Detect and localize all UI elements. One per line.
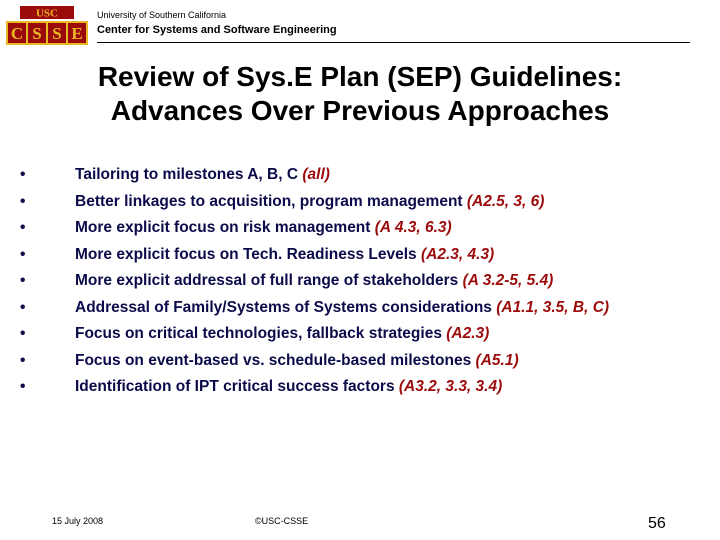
bullet-item bbox=[20, 323, 700, 346]
logo-letter-1: C bbox=[10, 24, 24, 43]
slide-title bbox=[0, 60, 720, 128]
bullet-reference: (A2.3, 4.3) bbox=[421, 245, 495, 263]
bullet-icon: • bbox=[20, 166, 26, 183]
logo-usc-text: USC bbox=[35, 7, 59, 20]
bullet-item bbox=[20, 297, 700, 320]
bullet-item bbox=[20, 191, 700, 214]
bullet-item bbox=[20, 244, 700, 267]
bullet-item bbox=[20, 164, 700, 187]
bullet-reference: (A3.2, 3.3, 3.4) bbox=[398, 378, 503, 395]
usc-csse-logo bbox=[6, 5, 88, 47]
bullet-text: More explicit focus on Tech. Readiness Levels bbox=[75, 245, 421, 263]
bullet-reference: (A2.5, 3, 6) bbox=[466, 192, 545, 210]
bullet-icon: • bbox=[20, 351, 26, 369]
bullet-item bbox=[20, 217, 700, 240]
slide-header bbox=[0, 0, 720, 50]
bullet-icon: • bbox=[20, 272, 26, 289]
logo-letter-3: S bbox=[52, 24, 62, 43]
university-name: University of Southern California bbox=[97, 10, 227, 20]
bullet-text: Focus on critical technologies, fallback strategies bbox=[75, 325, 447, 342]
bullet-icon: • bbox=[20, 245, 26, 263]
footer-copyright: ©USC-CSSE bbox=[255, 516, 309, 526]
bullet-icon: • bbox=[20, 219, 26, 236]
bullet-text: More explicit addressal of full range of stakeholders bbox=[75, 272, 463, 289]
bullet-text: Addressal of Family/Systems of Systems considerations bbox=[75, 298, 497, 316]
center-name: Center for Systems and Software Engineering bbox=[97, 24, 337, 36]
bullet-item bbox=[20, 350, 700, 373]
bullet-text: Better linkages to acquisition, program management bbox=[75, 192, 467, 210]
bullet-reference: (A5.1) bbox=[475, 351, 519, 369]
bullet-text: More explicit focus on risk management bbox=[75, 219, 375, 236]
logo-letter-2: S bbox=[32, 24, 42, 43]
bullet-text: Tailoring to milestones A, B, C bbox=[75, 166, 303, 183]
bullet-item bbox=[20, 270, 700, 293]
bullet-icon: • bbox=[20, 298, 26, 316]
bullet-icon: • bbox=[20, 325, 26, 342]
page-number: 56 bbox=[648, 515, 666, 532]
bullet-reference: (A 4.3, 6.3) bbox=[374, 219, 452, 236]
slide-title-line-2: Advances Over Previous Approaches bbox=[110, 95, 610, 126]
bullet-icon: • bbox=[20, 378, 26, 395]
logo-letter-4: E bbox=[71, 24, 83, 43]
usc-csse-logo-graphic bbox=[6, 5, 88, 47]
header-divider bbox=[97, 42, 690, 43]
footer-date: 15 July 2008 bbox=[52, 516, 104, 526]
bullet-reference: (A1.1, 3.5, B, C) bbox=[496, 298, 610, 316]
slide-title-line-1: Review of Sys.E Plan (SEP) Guidelines: bbox=[97, 61, 623, 92]
bullet-list bbox=[20, 164, 700, 403]
bullet-text: Identification of IPT critical success factors bbox=[75, 378, 399, 395]
bullet-reference: (A 3.2-5, 5.4) bbox=[462, 272, 554, 289]
bullet-item bbox=[20, 376, 700, 399]
bullet-text: Focus on event-based vs. schedule-based milestones bbox=[75, 351, 476, 369]
bullet-reference: (A2.3) bbox=[446, 325, 490, 342]
bullet-icon: • bbox=[20, 192, 26, 210]
bullet-reference: (all) bbox=[302, 166, 330, 183]
